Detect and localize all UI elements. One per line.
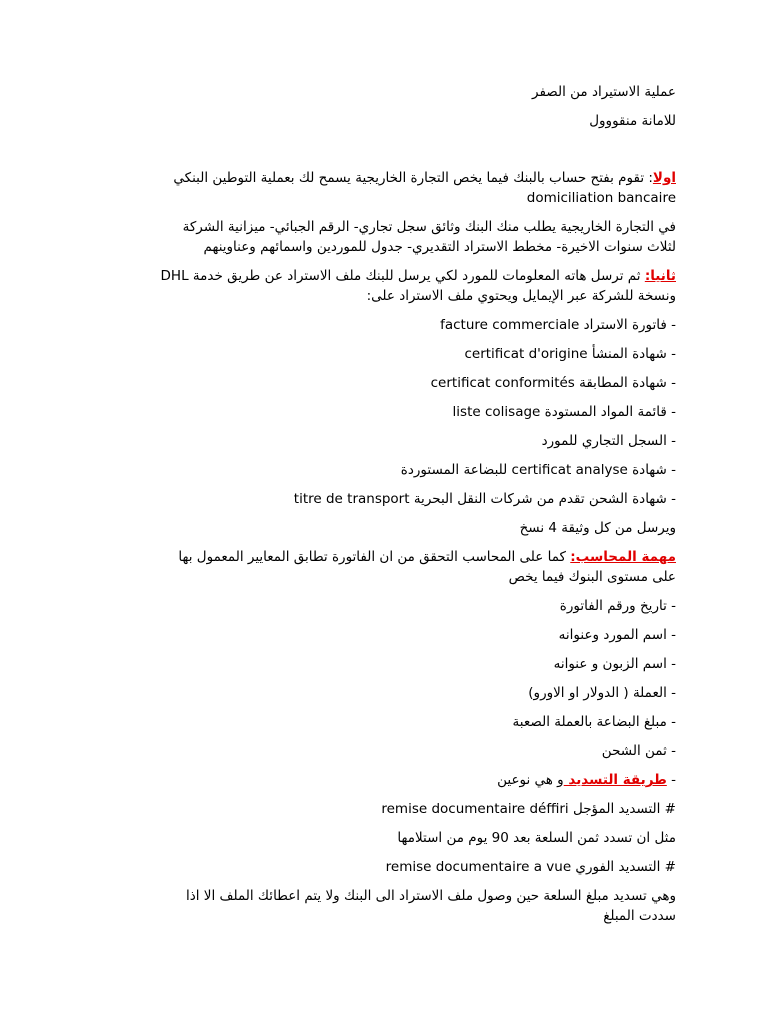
section-first-line2: domiciliation bancaire [526,190,676,206]
section-accountant-text: كما على المحاسب التحقق من ان الفاتورة تطابق المعايير المعمول بها [178,549,571,565]
document-list-item: - فاتورة الاستراد facture commerciale [440,317,676,333]
foreign-trade-line1: في التجارة الخاريجية يطلب منك البنك وثائق سجل تجاري- الرقم الجبائي- ميزانية الشركة [182,219,676,235]
section-first [92,168,676,208]
section-first-text: : تقوم بفتح حساب بالبنك فيما يخص التجارة الخاريجية يسمح لك بعملية التوطين البنكي [173,170,653,186]
invoice-check-item: - ثمن الشحن [601,743,676,759]
section-second [92,266,676,306]
invoice-check-item: - مبلغ البضاعة بالعملة الصعبة [512,714,676,730]
deferred-payment-desc: مثل ان تسدد ثمن السلعة بعد 90 يوم من استلامها [397,830,676,846]
foreign-trade-paragraph [92,217,676,257]
section-first-heading: اولا [652,170,676,186]
document-title: عملية الاستيراد من الصفر [532,84,676,100]
document-list-item: - شهادة المنشأ certificat d'origine [464,346,676,362]
immediate-payment-title: # التسديد الفوري remise documentaire a vue [385,859,676,875]
deferred-payment-title: # التسديد المؤجل remise documentaire déffiri [381,801,676,817]
section-accountant [92,547,676,587]
section-first-line1 [92,168,676,188]
section-second-line2: ونسخة للشركة عبر الإيمايل ويحتوي ملف الاستراد على: [366,288,676,304]
invoice-check-item: - اسم الزبون و عنوانه [553,656,676,672]
section-second-line1 [92,266,676,286]
payment-method-suffix: و هي نوعين [497,772,564,788]
document-list-item: - شهادة الشحن تقدم من شركات النقل البحرية titre de transport [293,491,676,507]
section-second-heading: ثانيا: [644,268,676,284]
section-accountant-line1 [92,547,676,567]
invoice-check-item: - تاريخ ورقم الفاتورة [559,598,676,614]
document-list-item: - قائمة المواد المستودة liste colisage [452,404,676,420]
document-body [92,82,676,935]
invoice-check-item: - العملة ( الدولار او الاورو) [528,685,676,701]
section-accountant-heading: مهمة المحاسب: [570,549,676,565]
invoice-check-item: - اسم المورد وعنوانه [558,627,676,643]
section-second-text: ثم ترسل هاته المعلومات للمورد لكي يرسل للبنك ملف الاستراد عن طريق خدمة DHL [160,268,645,284]
payment-method [92,770,676,790]
section-accountant-line2: على مستوى البنوك فيما يخص [508,569,676,585]
document-list-item: - شهادة certificat analyse للبضاعة المستوردة [400,462,676,478]
payment-method-heading: طريقة التسديد [563,772,667,788]
immediate-payment-desc-line1: وهي تسديد مبلغ السلعة حين وصول ملف الاستراد الى البنك ولا يتم اعطائك الملف الا اذا [185,888,676,904]
document-list-item: - السجل التجاري للمورد [541,433,676,449]
immediate-payment-desc [92,886,676,926]
document-list-item: - شهادة المطابقة certificat conformités [430,375,676,391]
foreign-trade-line2: لثلاث سنوات الاخيرة- مخطط الاستراد التقديري- جدول للموردين واسمائهم وعناوينهم [203,239,676,255]
immediate-payment-desc-line2: سددت المبلغ [603,908,676,924]
document-subtitle: للامانة منقووول [589,113,676,129]
copies-note: ويرسل من كل وثيقة 4 نسخ [519,520,676,536]
payment-method-prefix: - [666,772,676,788]
